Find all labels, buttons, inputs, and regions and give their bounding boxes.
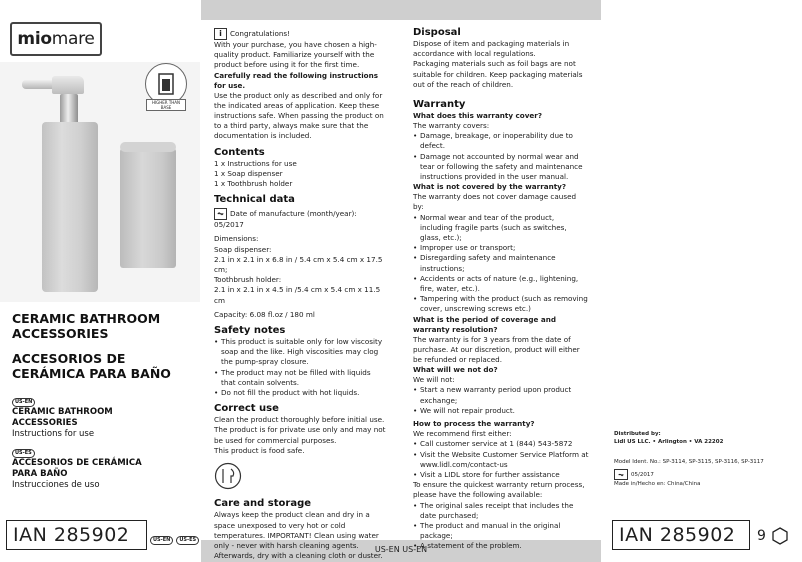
correct-use-text: This product is food safe.: [214, 445, 305, 455]
pump-nozzle: [22, 80, 56, 89]
cover-list: [413, 131, 589, 182]
safety-list: [214, 337, 386, 398]
not-do-intro: We will not:: [413, 375, 455, 385]
lang-chip-es: US-ES: [12, 449, 35, 458]
ian-number-right: IAN 285902: [612, 520, 750, 550]
not-do-question: What will we not do?: [413, 365, 498, 375]
correct-use-heading: Correct use: [214, 403, 279, 415]
period-question: What is the period of coverage and warranty resolution?: [413, 314, 556, 334]
cover-sub-es-title2: PARA BAÑO: [12, 469, 68, 479]
dimensions-heading: Dimensions:: [214, 234, 259, 244]
contents-heading: Contents: [214, 146, 265, 158]
logo-part-1: mio: [17, 29, 52, 49]
distributed-by-label: Distributed by:: [614, 431, 661, 437]
manufacture-date-icon: ⏦: [214, 208, 227, 220]
ian-lang-chips: [150, 536, 199, 545]
care-heading: Care and storage: [214, 498, 312, 510]
model-ident: Model Ident. No.: SP-3114, SP-3115, SP-3116, SP-3117: [614, 459, 764, 465]
cover-question: What does this warranty cover?: [413, 111, 543, 121]
quick-item: • The product and manual in the original package;: [413, 521, 589, 541]
congrats-text: Congratulations!: [230, 29, 291, 38]
safety-item: • The product may not be filled with liquids that contain solvents.: [214, 368, 386, 388]
cover-sub-en-title1: CERAMIC BATHROOM: [12, 407, 113, 417]
safety-item: • Do not fill the product with hot liquids.: [214, 388, 386, 398]
period-text: The warranty is for 3 years from the date of purchase. At our discretion, product will either be refunded or replaced.: [413, 334, 580, 365]
process-item: • Call customer service at 1 (844) 543-5872: [413, 439, 589, 449]
column-a: [214, 28, 386, 561]
cover-sub-en-title2: ACCESSORIES: [12, 418, 78, 428]
pump-head: [52, 76, 84, 94]
top-gray-band: [201, 0, 601, 20]
not-do-item: • Start a new warranty period upon product exchange;: [413, 385, 589, 405]
correct-use-text: The product is for private use only and may not be used for commercial purposes.: [214, 425, 386, 445]
made-in: Made in/Hecho en: China/China: [614, 481, 701, 487]
not-do-item: • We will not repair product.: [413, 406, 589, 416]
page-number: 9: [757, 528, 766, 544]
contents-item: 1 x Instructions for use: [214, 158, 297, 168]
logo-part-2: mare: [51, 29, 95, 49]
disposal-text: Dispose of item and packaging materials in accordance with local regulations.: [413, 39, 570, 59]
not-do-list: [413, 385, 589, 416]
cover-title-es: [12, 351, 171, 381]
distributor-address: Lidl US LLC. • Arlington • VA 22202: [614, 439, 724, 445]
manufacture-date: Date of manufacture (month/year): 05/2017: [214, 209, 357, 230]
cover-panel: [0, 0, 200, 562]
soap-dimensions: 2.1 in x 2.1 in x 6.8 in / 5.4 cm x 5.4 cm x 17.5 cm;: [214, 254, 383, 275]
pump-neck: [60, 94, 78, 124]
cover-item: • Damage not accounted by normal wear and tear or following the safety and maintenance instructions provided in the user manual.: [413, 152, 589, 183]
toothbrush-dimensions: 2.1 in x 2.1 in x 4.5 in /5.4 cm x 5.4 cm x 11.5 cm: [214, 285, 381, 305]
intro-text: With your purchase, you have chosen a high-quality product. Familiarize yourself with the product before using it for the first time.: [214, 40, 377, 70]
safety-item: • This product is suitable only for low viscosity soap and the like. High viscosities may clog the pump-spray closure.: [214, 337, 386, 368]
toothbrush-holder-rim: [120, 142, 176, 152]
factory-date-icon: ⏦: [614, 469, 628, 480]
cover-intro: The warranty covers:: [413, 121, 490, 131]
not-covered-item: • Normal wear and tear of the product, including fragile parts (such as switches, glass, etc.);: [413, 213, 589, 244]
cover-title-en-line2: ACCESSORIES: [12, 326, 109, 341]
cover-title-es-line1: ACCESORIOS DE: [12, 351, 126, 366]
cover-sub-en-text: Instructions for use: [12, 429, 95, 439]
cover-title-en-line1: CERAMIC BATHROOM: [12, 311, 161, 326]
quick-item: • A statement of the problem.: [413, 541, 589, 551]
not-covered-item: • Disregarding safety and maintenance instructions;: [413, 253, 589, 273]
read-instructions-text: Carefully read the following instructions for use.: [214, 70, 378, 90]
not-covered-intro: The warranty does not cover damage caused by:: [413, 192, 577, 212]
disposal-heading: Disposal: [413, 27, 461, 38]
quick-item: • The original sales receipt that includes the date purchased;: [413, 501, 589, 521]
intro2-text: Use the product only as described and only for the indicated areas of application. Keep these instructions safe. When passing the product on to a third party, always make sure that the documentation is included.: [214, 90, 384, 141]
not-covered-item: • Accidents or acts of nature (e.g., lightening, fire, water, etc.).: [413, 274, 589, 294]
not-covered-item: • Tampering with the product (such as removing cover, unscrewing screws etc.): [413, 294, 589, 314]
distributor-block: [614, 430, 794, 488]
cover-sub-es-title1: ACCESORIOS DE CERÁMICA: [12, 458, 142, 468]
food-safe-icon: [214, 462, 386, 493]
safety-heading: Safety notes: [214, 325, 286, 337]
correct-use-text: Clean the product thoroughly before initial use.: [214, 415, 385, 425]
quick-text: To ensure the quickest warranty return process, please have the following available:: [413, 480, 585, 500]
toothbrush-heading: Toothbrush holder:: [214, 275, 282, 285]
process-list: [413, 439, 589, 480]
cover-sub-es-text: Instrucciones de uso: [12, 480, 100, 490]
cover-title-es-line2: CERÁMICA PARA BAÑO: [12, 366, 171, 381]
height-badge-label: HIGHER THAN BASE: [146, 99, 186, 111]
warranty-heading: Warranty: [413, 99, 466, 111]
contents-item: 1 x Toothbrush holder: [214, 179, 293, 189]
factory-date: 05/2017: [631, 472, 654, 478]
cover-title-en: [12, 311, 160, 341]
disposal-text: Packaging materials such as foil bags are not suitable for children. Keep packaging materials out of the reach of children.: [413, 59, 583, 89]
cover-sub-es: [12, 447, 142, 491]
cover-sub-en: [12, 396, 113, 440]
ian-number-left: IAN 285902: [6, 520, 147, 550]
not-covered-item: • Improper use or transport;: [413, 243, 589, 253]
footer-language-code: US-EN US-EN: [374, 545, 428, 554]
process-item: • Visit a LIDL store for further assistance: [413, 470, 589, 480]
capacity: Capacity: 6.08 fl.oz / 180 ml: [214, 309, 315, 319]
ian-chip-es: US-ES: [176, 536, 199, 545]
lang-chip-en: US-EN: [12, 398, 35, 407]
contents-item: 1 x Soap dispenser: [214, 168, 283, 178]
not-covered-question: What is not covered by the warranty?: [413, 182, 566, 192]
toothbrush-holder-image: [120, 146, 176, 268]
process-question: How to process the warranty?: [413, 419, 535, 429]
cover-item: • Damage, breakage, or inoperability due to defect.: [413, 131, 589, 151]
process-intro: We recommend first either:: [413, 429, 512, 439]
care-text: Always keep the product clean and dry in a space unexposed to very hot or cold temperatures. IMPORTANT! Clean using water only - never with harsh cleaning agents. Afterwards, dry with a cleaning cloth or duster.: [214, 510, 383, 561]
hexagon-icon: [771, 527, 789, 549]
not-covered-list: [413, 213, 589, 315]
info-icon: i: [214, 28, 227, 40]
soap-heading: Soap dispenser:: [214, 244, 272, 254]
soap-dispenser-image: [42, 122, 98, 292]
process-item: • Visit the Website Customer Service Platform at www.lidl.com/contact-us: [413, 450, 589, 470]
technical-data-heading: Technical data: [214, 194, 295, 206]
column-b: [413, 26, 589, 552]
brand-logo: [10, 22, 102, 56]
ian-chip-en: US-EN: [150, 536, 173, 545]
quick-list: [413, 501, 589, 552]
